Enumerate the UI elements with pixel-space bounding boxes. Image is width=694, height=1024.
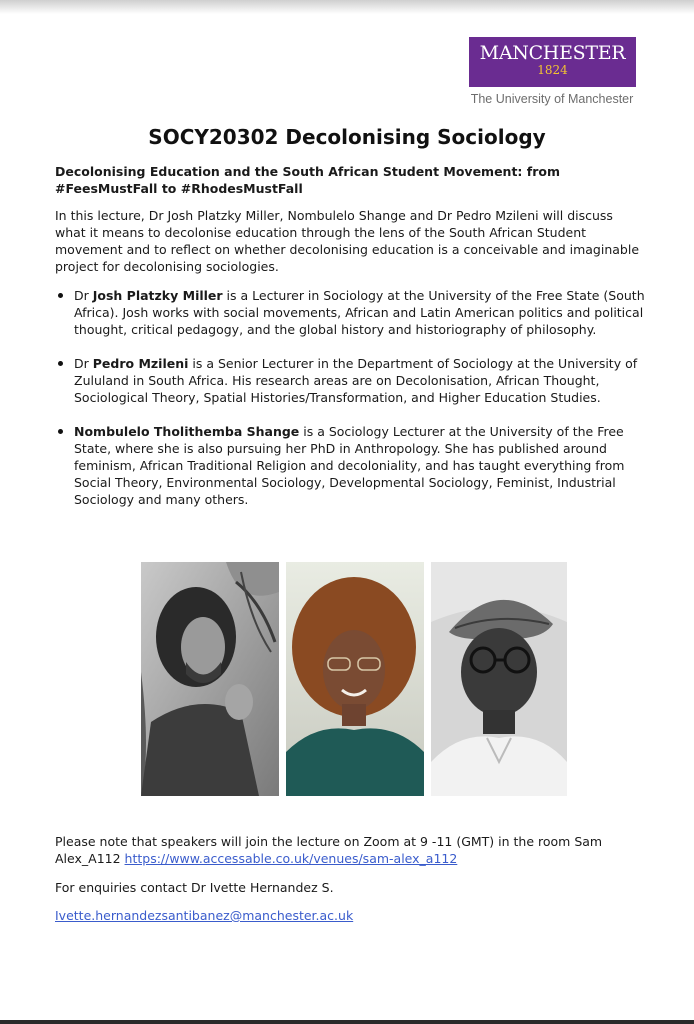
page-bottom-edge xyxy=(0,1020,694,1024)
logo-subtitle: The University of Manchester xyxy=(470,92,634,106)
speaker-name: Josh Platzky Miller xyxy=(92,288,223,303)
university-logo xyxy=(469,37,636,87)
venue-link[interactable]: https://www.accessable.co.uk/venues/sam-alex_a112 xyxy=(124,851,458,866)
bullet-icon xyxy=(58,429,63,434)
email-link[interactable]: Ivette.hernandezsantibanez@manchester.ac.uk xyxy=(55,908,354,923)
speaker-list xyxy=(55,287,645,525)
speaker-photo-nombulelo xyxy=(286,562,424,796)
speaker-bio-3 xyxy=(55,423,645,508)
speaker-bio-text: is a Senior Lecturer in the Department of Sociology at the University of Zululand in South Africa. His research areas are on Decolonisation, African Thought, Sociological Theory, Spatial Histories/Transformation, and Higher Education Studies. xyxy=(74,356,638,405)
speaker-bio-text: is a Sociology Lecturer at the University of the Free State, where she is also pursuing her PhD in Anthropology. She has published around feminism, African Traditional Religion and decoloniality, and has taught everything from Social Theory, Environmental Sociology, Developmental Sociology, Feminist, Industrial Sociology and many others. xyxy=(74,424,625,507)
zoom-note xyxy=(55,833,645,867)
speaker-name: Nombulelo Tholithemba Shange xyxy=(74,424,300,439)
zoom-note-text: Please note that speakers will join the lecture on Zoom at 9 -11 (GMT) in the room Sam Alex_A112 xyxy=(55,834,603,866)
speaker-name: Pedro Mzileni xyxy=(92,356,189,371)
logo-wordmark: MANCHESTER xyxy=(479,42,626,64)
speaker-bio-2 xyxy=(55,355,645,406)
page-top-shadow xyxy=(0,0,694,14)
speaker-bio-1 xyxy=(55,287,645,338)
speaker-bio-text: is a Lecturer in Sociology at the University of the Free State (South Africa). Josh works with social movements, African and Latin American politics and political thought, critical pedagogy, and the global history and historiography of philosophy. xyxy=(74,288,645,337)
speaker-prefix: Dr xyxy=(74,288,93,303)
lecture-subtitle: Decolonising Education and the South African Student Movement: from #FeesMustFall to #RhodesMustFall xyxy=(55,164,560,196)
speaker-prefix: Dr xyxy=(74,356,93,371)
intro-paragraph: In this lecture, Dr Josh Platzky Miller, Nombulelo Shange and Dr Pedro Mzileni will discuss what it means to decolonise education through the lens of the South African Student movement and to reflect on whether decolonising education is a conceivable and imaginable project for decolonising sociologies. xyxy=(55,208,640,274)
logo-year: 1824 xyxy=(537,63,568,77)
bullet-icon xyxy=(58,361,63,366)
course-title: SOCY20302 Decolonising Sociology xyxy=(148,125,546,149)
speaker-photo-josh xyxy=(141,562,279,796)
enquiry-text: For enquiries contact Dr Ivette Hernandez S. xyxy=(55,880,334,895)
speaker-photo-pedro xyxy=(431,562,567,796)
bullet-icon xyxy=(58,293,63,298)
contact-email xyxy=(55,907,645,924)
